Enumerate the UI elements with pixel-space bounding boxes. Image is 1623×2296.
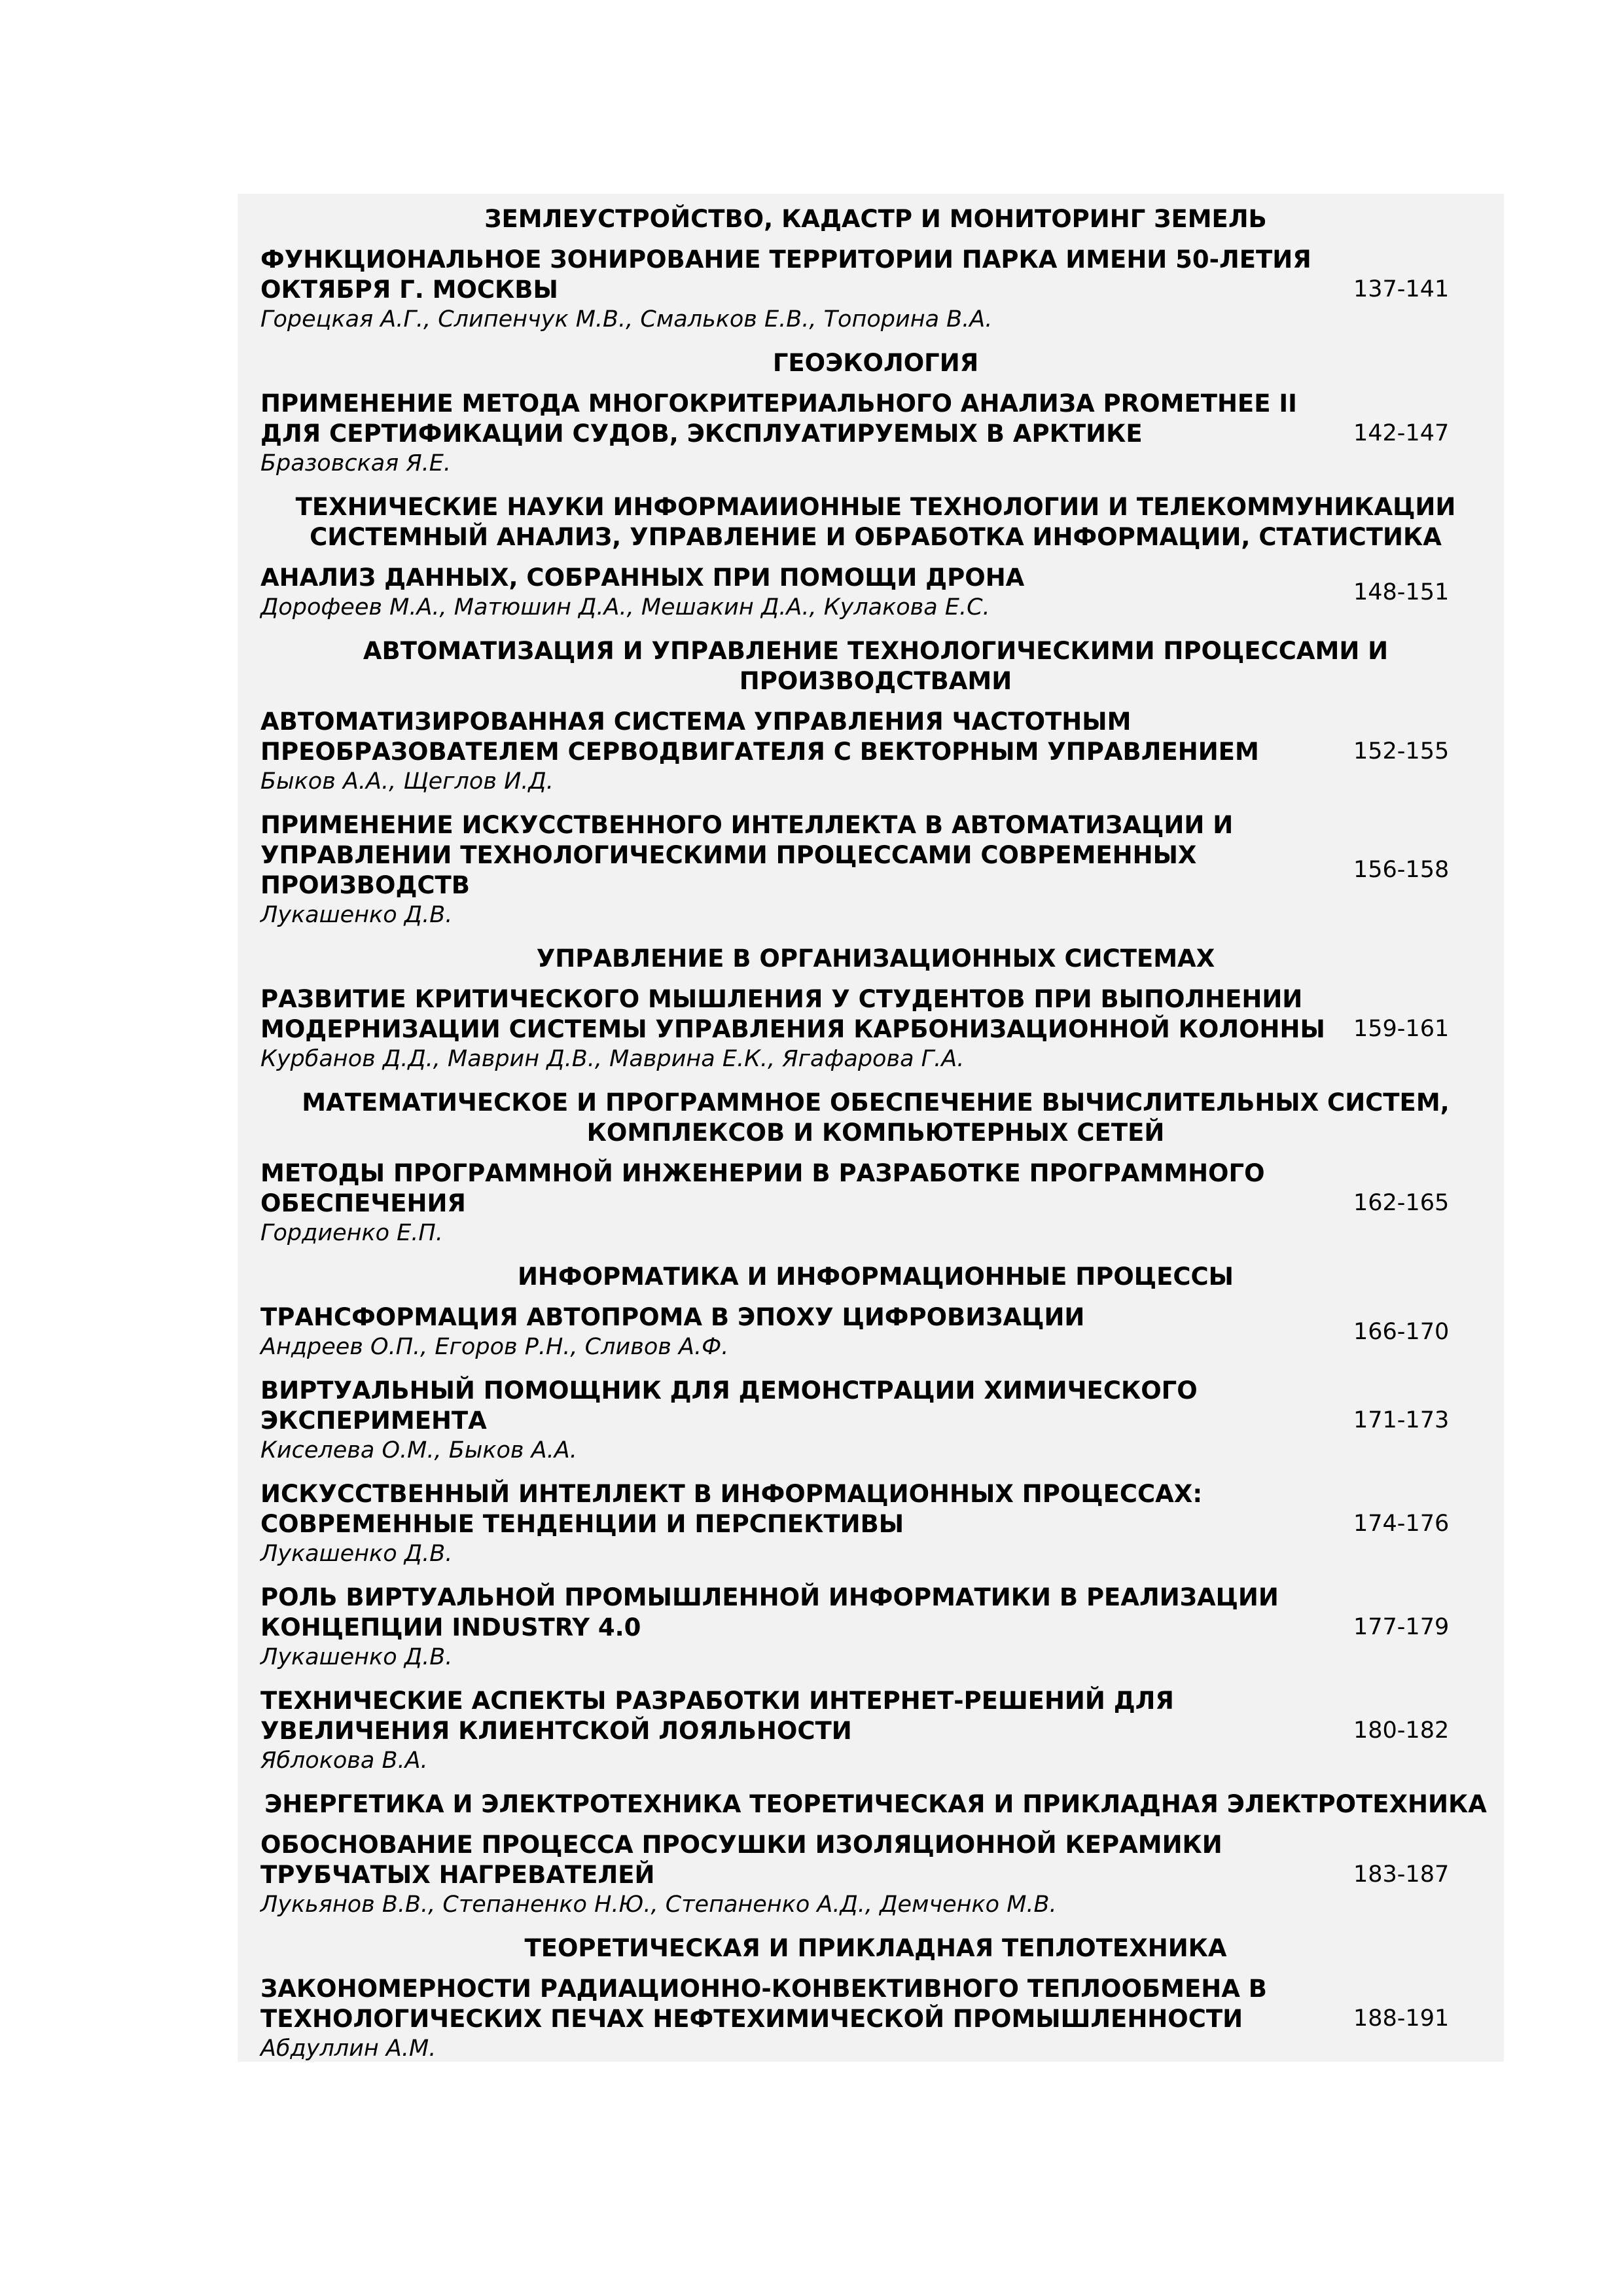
entry-authors: Лукьянов В.В., Степаненко Н.Ю., Степаненко А.Д., Демченко М.В.	[260, 1892, 1057, 1918]
entry-title: АНАЛИЗ ДАННЫХ, СОБРАННЫХ ПРИ ПОМОЩИ ДРОНА	[260, 564, 1025, 592]
toc-entry	[260, 1158, 1491, 1247]
section-heading: ЗЕМЛЕУСТРОЙСТВО, КАДАСТР И МОНИТОРИНГ ЗЕМЕЛЬ	[484, 205, 1267, 233]
toc-entry	[260, 1583, 1491, 1672]
entry-authors: Лукашенко Д.В.	[260, 902, 453, 928]
entry-text	[260, 1376, 1340, 1465]
toc-entry	[260, 1376, 1491, 1465]
entry-text	[260, 984, 1340, 1073]
entry-authors: Яблокова В.А.	[260, 1748, 428, 1774]
section-heading: ИНФОРМАТИКА И ИНФОРМАЦИОННЫЕ ПРОЦЕССЫ	[517, 1263, 1234, 1291]
entry-text	[260, 1583, 1340, 1672]
toc-entry	[260, 1479, 1491, 1568]
entry-title: ОБОСНОВАНИЕ ПРОЦЕССА ПРОСУШКИ ИЗОЛЯЦИОННОЙ КЕРАМИКИ ТРУБЧАТЫХ НАГРЕВАТЕЛЕЙ	[260, 1831, 1222, 1889]
entry-title: ТРАНСФОРМАЦИЯ АВТОПРОМА В ЭПОХУ ЦИФРОВИЗАЦИИ	[260, 1303, 1085, 1331]
entry-authors: Курбанов Д.Д., Маврин Д.В., Маврина Е.К., Ягафарова Г.А.	[260, 1046, 965, 1072]
entry-text	[260, 1302, 1340, 1361]
toc-entry	[260, 1686, 1491, 1775]
entry-text	[260, 1686, 1340, 1775]
entry-title: РОЛЬ ВИРТУАЛЬНОЙ ПРОМЫШЛЕННОЙ ИНФОРМАТИКИ В РЕАЛИЗАЦИИ КОНЦЕПЦИИ INDUSTRY 4.0	[260, 1583, 1279, 1641]
entry-pages: 174-176	[1353, 1511, 1450, 1537]
entry-pages: 137-141	[1353, 276, 1450, 302]
entry-authors: Быков А.А., Щеглов И.Д.	[260, 768, 554, 795]
entry-authors: Киселева О.М., Быков А.А.	[260, 1437, 577, 1463]
entry-authors: Абдуллин А.М.	[260, 2036, 437, 2062]
entry-pages: 159-161	[1353, 1016, 1450, 1042]
toc-entry	[260, 1974, 1491, 2063]
section-heading: ГЕОЭКОЛОГИЯ	[772, 349, 979, 377]
entry-authors: Дорофеев М.А., Матюшин Д.А., Мешакин Д.А., Кулакова Е.С.	[260, 594, 990, 620]
entry-title: РАЗВИТИЕ КРИТИЧЕСКОГО МЫШЛЕНИЯ У СТУДЕНТОВ ПРИ ВЫПОЛНЕНИИ МОДЕРНИЗАЦИИ СИСТЕМЫ УПРАВЛЕНИЯ КАРБОНИЗАЦИОННОЙ КОЛОННЫ	[260, 985, 1325, 1043]
entry-authors: Андреев О.П., Егоров Р.Н., Сливов А.Ф.	[260, 1334, 729, 1360]
entry-authors: Гордиенко Е.П.	[260, 1220, 443, 1246]
entry-title: ФУНКЦИОНАЛЬНОЕ ЗОНИРОВАНИЕ ТЕРРИТОРИИ ПАРКА ИМЕНИ 50-ЛЕТИЯ ОКТЯБРЯ Г. МОСКВЫ	[260, 245, 1311, 304]
entry-pages: 180-182	[1353, 1717, 1450, 1744]
entry-pages: 188-191	[1353, 2005, 1450, 2032]
toc-entry	[260, 1830, 1491, 1919]
entry-pages: 152-155	[1353, 738, 1450, 764]
section-heading: УПРАВЛЕНИЕ В ОРГАНИЗАЦИОННЫХ СИСТЕМАХ	[536, 944, 1215, 973]
toc-entry	[260, 707, 1491, 796]
entry-pages: 142-147	[1353, 420, 1450, 446]
entry-authors: Горецкая А.Г., Слипенчук М.В., Смальков Е.В., Топорина В.А.	[260, 306, 993, 332]
entry-text	[260, 1974, 1340, 2063]
entry-pages: 148-151	[1353, 579, 1450, 605]
entry-text	[260, 1158, 1340, 1247]
toc-entry	[260, 389, 1491, 478]
section-heading: МАТЕМАТИЧЕСКОЕ И ПРОГРАММНОЕ ОБЕСПЕЧЕНИЕ ВЫЧИСЛИТЕЛЬНЫХ СИСТЕМ, КОМПЛЕКСОВ И КОМПЬЮТЕРНЫХ СЕТЕЙ	[302, 1088, 1450, 1147]
entry-text	[260, 245, 1340, 334]
entry-text	[260, 1479, 1340, 1568]
entry-title: ИСКУССТВЕННЫЙ ИНТЕЛЛЕКТ В ИНФОРМАЦИОННЫХ ПРОЦЕССАХ: СОВРЕМЕННЫЕ ТЕНДЕНЦИИ И ПЕРСПЕКТИВЫ	[260, 1480, 1203, 1538]
entry-text	[260, 810, 1340, 929]
entry-title: ПРИМЕНЕНИЕ ИСКУССТВЕННОГО ИНТЕЛЛЕКТА В АВТОМАТИЗАЦИИ И УПРАВЛЕНИИ ТЕХНОЛОГИЧЕСКИМИ ПРОЦЕССАМИ СОВРЕМЕННЫХ ПРОИЗВОДСТВ	[260, 811, 1234, 899]
entry-title: МЕТОДЫ ПРОГРАММНОЙ ИНЖЕНЕРИИ В РАЗРАБОТКЕ ПРОГРАММНОГО ОБЕСПЕЧЕНИЯ	[260, 1159, 1265, 1217]
entry-authors: Лукашенко Д.В.	[260, 1541, 453, 1567]
entry-pages: 171-173	[1353, 1407, 1450, 1433]
section-heading: ТЕОРЕТИЧЕСКАЯ И ПРИКЛАДНАЯ ТЕПЛОТЕХНИКА	[524, 1934, 1227, 1962]
entry-pages: 156-158	[1353, 857, 1450, 883]
entry-title: ВИРТУАЛЬНЫЙ ПОМОЩНИК ДЛЯ ДЕМОНСТРАЦИИ ХИМИЧЕСКОГО ЭКСПЕРИМЕНТА	[260, 1376, 1198, 1435]
entry-pages: 183-187	[1353, 1861, 1450, 1888]
entry-text	[260, 707, 1340, 796]
entry-pages: 166-170	[1353, 1319, 1450, 1345]
entry-title: ЗАКОНОМЕРНОСТИ РАДИАЦИОННО-КОНВЕКТИВНОГО ТЕПЛООБМЕНА В ТЕХНОЛОГИЧЕСКИХ ПЕЧАХ НЕФТЕХИМИЧЕСКОЙ ПРОМЫШЛЕННОСТИ	[260, 1975, 1267, 2033]
entry-text	[260, 1830, 1340, 1919]
entry-authors: Лукашенко Д.В.	[260, 1644, 453, 1670]
toc-entry	[260, 984, 1491, 1073]
toc-entry	[260, 810, 1491, 929]
toc-entry	[260, 1302, 1491, 1361]
section-heading: ТЕХНИЧЕСКИЕ НАУКИ ИНФОРМАИИОННЫЕ ТЕХНОЛОГИИ И ТЕЛЕКОММУНИКАЦИИ СИСТЕМНЫЙ АНАЛИЗ, УПРАВЛЕНИЕ И ОБРАБОТКА ИНФОРМАЦИИ, СТАТИСТИКА	[295, 493, 1456, 551]
entry-authors: Бразовская Я.Е.	[260, 450, 452, 476]
toc-entry	[260, 245, 1491, 334]
section-heading: АВТОМАТИЗАЦИЯ И УПРАВЛЕНИЕ ТЕХНОЛОГИЧЕСКИМИ ПРОЦЕССАМИ И ПРОИЗВОДСТВАМИ	[363, 637, 1389, 695]
toc-entry	[260, 563, 1491, 622]
entry-title: АВТОМАТИЗИРОВАННАЯ СИСТЕМА УПРАВЛЕНИЯ ЧАСТОТНЫМ ПРЕОБРАЗОВАТЕЛЕМ СЕРВОДВИГАТЕЛЯ С ВЕКТОРНЫМ УПРАВЛЕНИЕМ	[260, 708, 1259, 766]
entry-text	[260, 389, 1340, 478]
table-of-contents	[260, 204, 1504, 2077]
entry-text	[260, 563, 1340, 622]
entry-pages: 162-165	[1353, 1190, 1450, 1216]
entry-title: ТЕХНИЧЕСКИЕ АСПЕКТЫ РАЗРАБОТКИ ИНТЕРНЕТ-РЕШЕНИЙ ДЛЯ УВЕЛИЧЕНИЯ КЛИЕНТСКОЙ ЛОЯЛЬНОСТИ	[260, 1687, 1174, 1745]
section-heading: ЭНЕРГЕТИКА И ЭЛЕКТРОТЕХНИКА ТЕОРЕТИЧЕСКАЯ И ПРИКЛАДНАЯ ЭЛЕКТРОТЕХНИКА	[264, 1790, 1487, 1818]
entry-pages: 177-179	[1353, 1614, 1450, 1640]
entry-title: ПРИМЕНЕНИЕ МЕТОДА МНОГОКРИТЕРИАЛЬНОГО АНАЛИЗА PROMETHEE II ДЛЯ СЕРТИФИКАЦИИ СУДОВ, ЭКСПЛУАТИРУЕМЫХ В АРКТИКЕ	[260, 389, 1297, 448]
